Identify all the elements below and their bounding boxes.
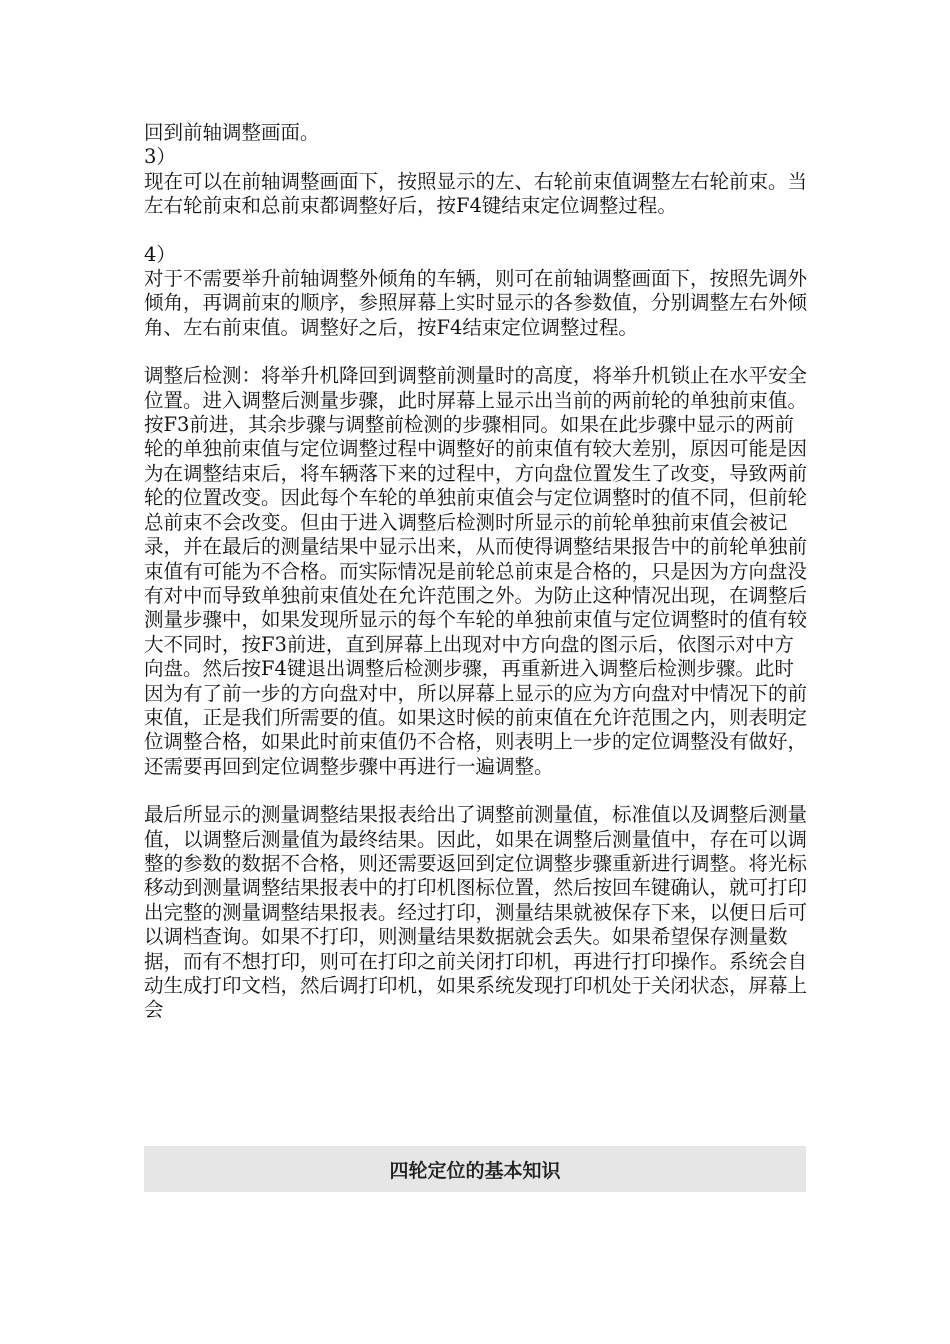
paragraph-spacer xyxy=(144,340,812,364)
paragraph-spacer xyxy=(144,779,812,803)
paragraph-spacer xyxy=(144,219,812,243)
paragraph-result-report: 最后所显示的测量调整结果报表给出了调整前测量值，标准值以及调整后测量值，以调整后测量值为最终结果。因此，如果在调整后测量值中，存在可以调整的参数的数据不合格，则还需要返回到定位调整步骤重新进行调整。将光标移动到测量调整结果报表中的打印机图标位置，然后按回车键确认，就可打印出完整的测量调整结果报表。经过打印，测量结果就被保存下来，以便日后可以调档查询。如果不打印，则测量结果数据就会丢失。如果希望保存测量数据，而有不想打印，则可在打印之前关闭打印机，再进行打印操作。系统会自动生成打印文档，然后调打印机，如果系统发现打印机处于关闭状态，屏幕上会 xyxy=(144,803,808,1022)
step-number-4: 4） xyxy=(144,242,176,266)
paragraph-step-3: 现在可以在前轴调整画面下，按照显示的左、右轮前束值调整左右轮前束。当左右轮前束和总前束都调整好后，按F4键结束定位调整过程。 xyxy=(144,169,808,218)
document-body xyxy=(144,121,812,1023)
paragraph-return-front-axle: 回到前轴调整画面。 xyxy=(144,121,320,144)
section-heading-title: 四轮定位的基本知识 xyxy=(389,1159,561,1182)
section-heading-bar xyxy=(144,1146,806,1192)
paragraph-post-adjust-check: 调整后检测：将举升机降回到调整前测量时的高度，将举升机锁止在水平安全位置。进入调整后测量步骤，此时屏幕上显示出当前的两前轮的单独前束值。按F3前进，其余步骤与调整前检测的步骤相同。如果在此步骤中显示的两前轮的单独前束值与定位调整过程中调整好的前束值有较大差别，原因可能是因为在调整结束后，将车辆落下来的过程中，方向盘位置发生了改变，导致两前轮的位置改变。因此每个车轮的单独前束值会与定位调整时的值不同，但前轮总前束不会改变。但由于进入调整后检测时所显示的前轮单独前束值会被记录，并在最后的测量结果中显示出来，从而使得调整结果报告中的前轮单独前束值有可能为不合格。而实际情况是前轮总前束是合格的，只是因为方向盘没有对中而导致单独前束值处在允许范围之外。为防止这种情况出现，在调整后测量步骤中，如果发现所显示的每个车轮的单独前束值与定位调整时的值有较大不同时，按F3前进，直到屏幕上出现对中方向盘的图示后，依图示对中方向盘。然后按F4键退出调整后检测步骤，再重新进入调整后检测步骤。此时因为有了前一步的方向盘对中，所以屏幕上显示的应为方向盘对中情况下的前束值，正是我们所需要的值。如果这时候的前束值在允许范围之内，则表明定位调整合格，如果此时前束值仍不合格，则表明上一步的定位调整没有做好，还需要再回到定位调整步骤中再进行一遍调整。 xyxy=(144,364,808,778)
paragraph-step-4: 对于不需要举升前轴调整外倾角的车辆，则可在前轴调整画面下，按照先调外倾角，再调前束的顺序，参照屏幕上实时显示的各参数值，分别调整左右外倾角、左右前束值。调整好之后，按F4结束定位调整过程。 xyxy=(144,267,808,339)
step-number-3: 3） xyxy=(144,145,176,169)
